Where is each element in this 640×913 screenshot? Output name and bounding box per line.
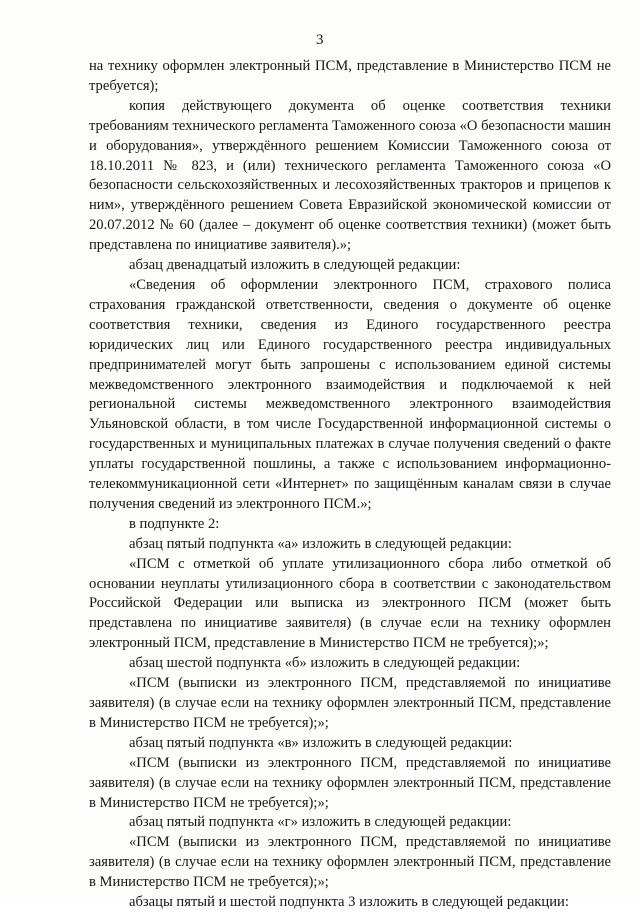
paragraph-instruction: абзац пятый подпункта «г» изложить в следующей редакции: (129, 814, 512, 831)
paragraph-instruction: абзац двенадцатый изложить в следующей редакции: (129, 257, 461, 274)
paragraph-quoted-amendment: «ПСМ (выписки из электронного ПСМ, представляемой по инициативе заявителя) (в случае если на технику оформлен электронный ПСМ, представление в Министерство ПСМ не требуется);»; (89, 834, 611, 891)
paragraph-instruction: абзац пятый подпункта «в» изложить в следующей редакции: (129, 734, 513, 751)
paragraph-conformity-document: копия действующего документа об оценке соответствия техники требованиям технического регламента Таможенного союза «О безопасности машин и оборудования», утверждённого решением Комиссии Таможенного союза от 18.10.2011 № 823, и (или) технического регламента Таможенного союза «О безопасности сельскохозяйственных и лесохозяйственных тракторов и прицепов к ним», утверждённого решением Совета Евразийской экономической комиссии от 20.07.2012 № 60 (далее – документ об оценке соответствия техники) (может быть представлена по инициативе заявителя).»; (89, 97, 611, 254)
paragraph-subitem-heading: в подпункте 2: (129, 515, 220, 532)
paragraph-quoted-amendment: «ПСМ с отметкой об уплате утилизационного сбора либо отметкой об основании неуплаты утилизационного сбора в соответствии с законодательством Российской Федерации или выписка из электронного ПСМ (может быть представлена по инициативе заявителя) (в случае если на технику оформлен электронный ПСМ, представление в Министерство ПСМ не требуется);»; (89, 555, 611, 652)
paragraph-instruction: абзац шестой подпункта «б» изложить в следующей редакции: (129, 655, 521, 672)
paragraph-quoted-amendment: «Сведения об оформлении электронного ПСМ, страхового полиса страхования гражданской ответственности, сведения о документе об оценке соответствия техники, сведения из Единого государственного реестра юридических лиц или Единого государственного реестра индивидуальных предпринимателей могут быть запрошены с использованием единой системы межведомственного электронного взаимодействия и подключаемой к ней региональной системы межведомственного электронного взаимодействия Ульяновской области, в том числе Государственной информационной системы о государственных и муниципальных платежах в случае получения сведений о факте уплаты государственной пошлины, а также с использованием информационно-телекоммуникационной сети «Интернет» по защищённым каналам связи в случае получения сведений из электронного ПСМ.»; (89, 276, 611, 512)
page-number: 3 (316, 32, 324, 48)
paragraph-quoted-amendment: «ПСМ (выписки из электронного ПСМ, представляемой по инициативе заявителя) (в случае если на технику оформлен электронный ПСМ, представление в Министерство ПСМ не требуется);»; (89, 675, 611, 731)
paragraph-instruction: абзацы пятый и шестой подпункта 3 изложить в следующей редакции: (129, 894, 569, 911)
paragraph-instruction: абзац пятый подпункта «а» изложить в следующей редакции: (129, 535, 512, 552)
paragraph-quoted-amendment: «ПСМ (выписки из электронного ПСМ, представляемой по инициативе заявителя) (в случае если на технику оформлен электронный ПСМ, представление в Министерство ПСМ не требуется);»; (89, 754, 611, 811)
paragraph-continuation: на технику оформлен электронный ПСМ, представление в Министерство ПСМ не требуется); (89, 58, 611, 94)
document-body (89, 57, 611, 913)
